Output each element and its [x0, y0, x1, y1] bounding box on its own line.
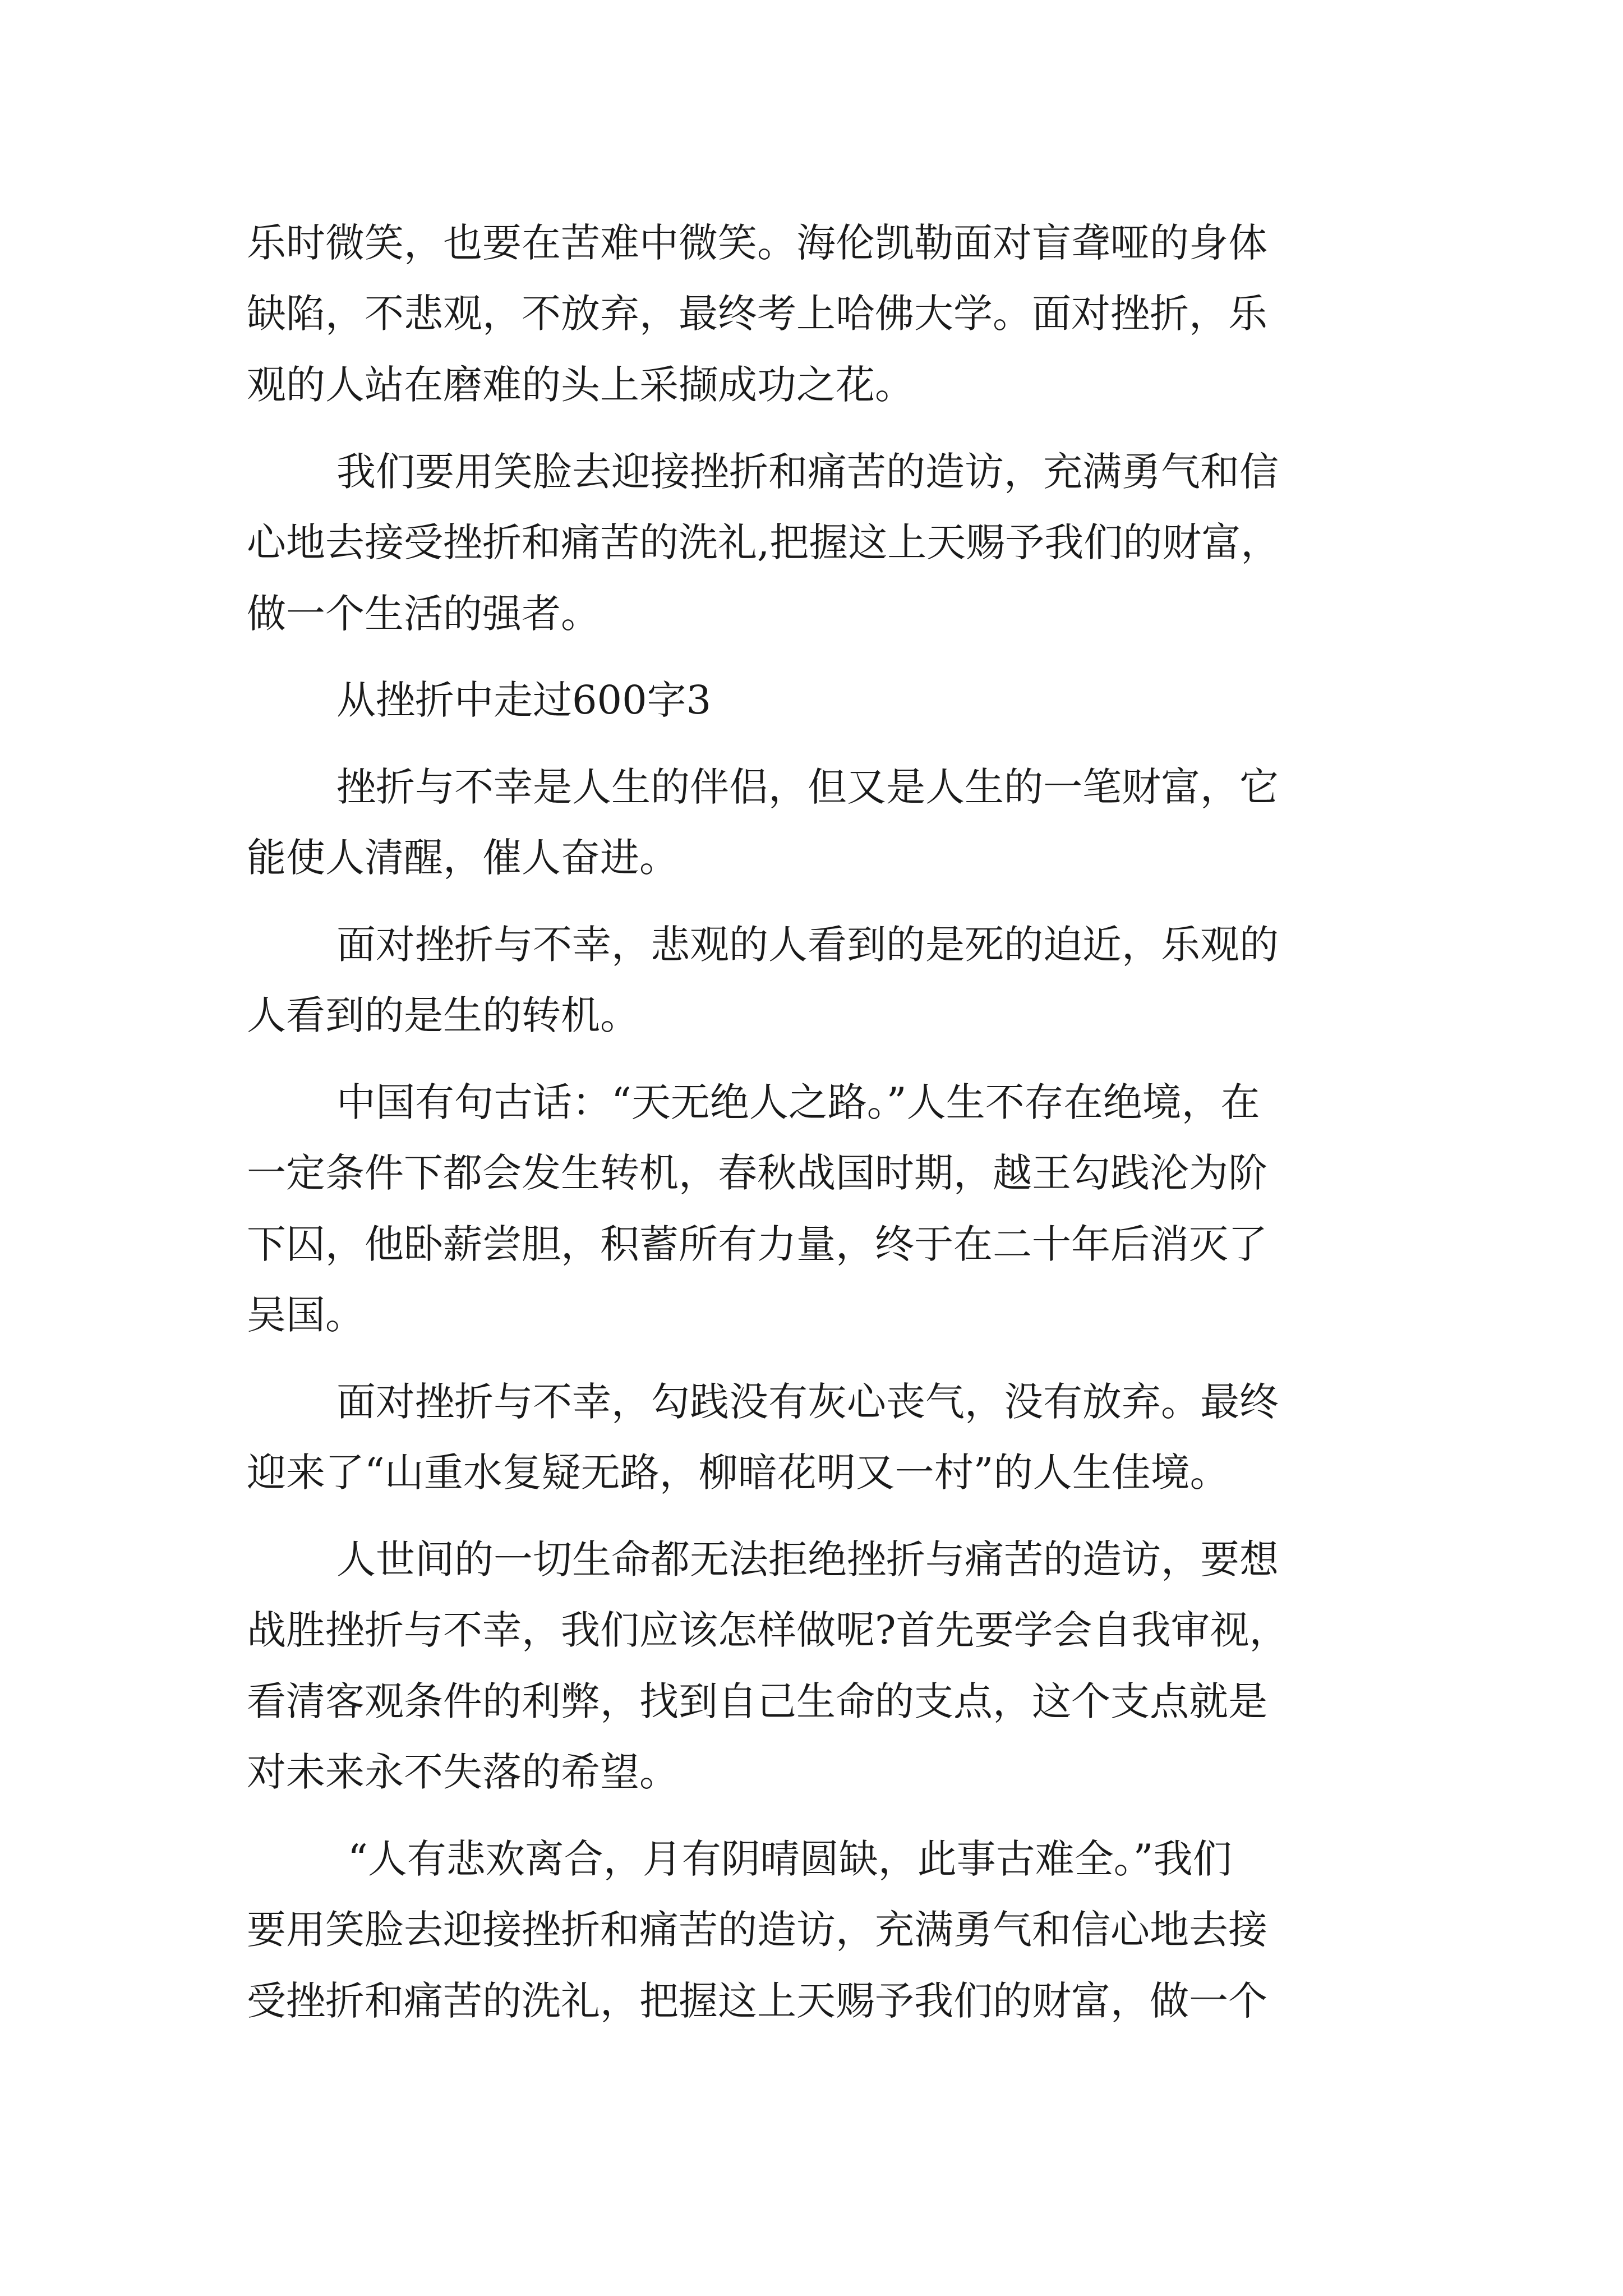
text-line: 要用笑脸去迎接挫折和痛苦的造访，充满勇气和信心地去接	[247, 1907, 1267, 1953]
text-line: 乐时微笑，也要在苦难中微笑。海伦凯勒面对盲聋哑的身体	[247, 220, 1267, 266]
text-line: 人看到的是生的转机。	[247, 992, 639, 1038]
text-line: 做一个生活的强者。	[247, 591, 600, 637]
text-line: 对未来永不失落的希望。	[247, 1749, 679, 1795]
text-line: 人世间的一切生命都无法拒绝挫折与痛苦的造访，要想	[336, 1536, 1279, 1582]
text-line: 看清客观条件的利弊，找到自己生命的支点，这个支点就是	[247, 1678, 1267, 1724]
text-line: 缺陷，不悲观，不放弃，最终考上哈佛大学。面对挫折，乐	[247, 291, 1267, 337]
section-heading: 从挫折中走过600字3	[336, 677, 712, 723]
text-line: 吴国。	[247, 1292, 365, 1338]
text-line: 迎来了“山重水复疑无路，柳暗花明又一村”的人生佳境。	[247, 1450, 1229, 1496]
text-line: 心地去接受挫折和痛苦的洗礼,把握这上天赐予我们的财富，	[247, 519, 1280, 565]
text-line: 我们要用笑脸去迎接挫折和痛苦的造访，充满勇气和信	[336, 449, 1279, 495]
text-line: 挫折与不幸是人生的伴侣，但又是人生的一笔财富，它	[336, 764, 1279, 810]
text-line: “人有悲欢离合，月有阴晴圆缺，此事古难全。”我们	[348, 1836, 1232, 1882]
text-line: 战胜挫折与不幸，我们应该怎样做呢?首先要学会自我审视，	[247, 1607, 1289, 1653]
text-line: 面对挫折与不幸，悲观的人看到的是死的迫近，乐观的	[336, 922, 1279, 968]
text-line: 一定条件下都会发生转机，春秋战国时期，越王勾践沦为阶	[247, 1150, 1267, 1196]
text-line: 能使人清醒，催人奋进。	[247, 835, 679, 881]
text-line: 面对挫折与不幸，勾践没有灰心丧气，没有放弃。最终	[336, 1379, 1279, 1425]
text-line: 下囚，他卧薪尝胆，积蓄所有力量，终于在二十年后消灭了	[247, 1221, 1267, 1267]
text-line: 中国有句古话：“天无绝人之路。”人生不存在绝境，在	[336, 1079, 1260, 1125]
text-line: 受挫折和痛苦的洗礼，把握这上天赐予我们的财富，做一个	[247, 1978, 1267, 2024]
text-line: 观的人站在磨难的头上采撷成功之花。	[247, 362, 914, 408]
